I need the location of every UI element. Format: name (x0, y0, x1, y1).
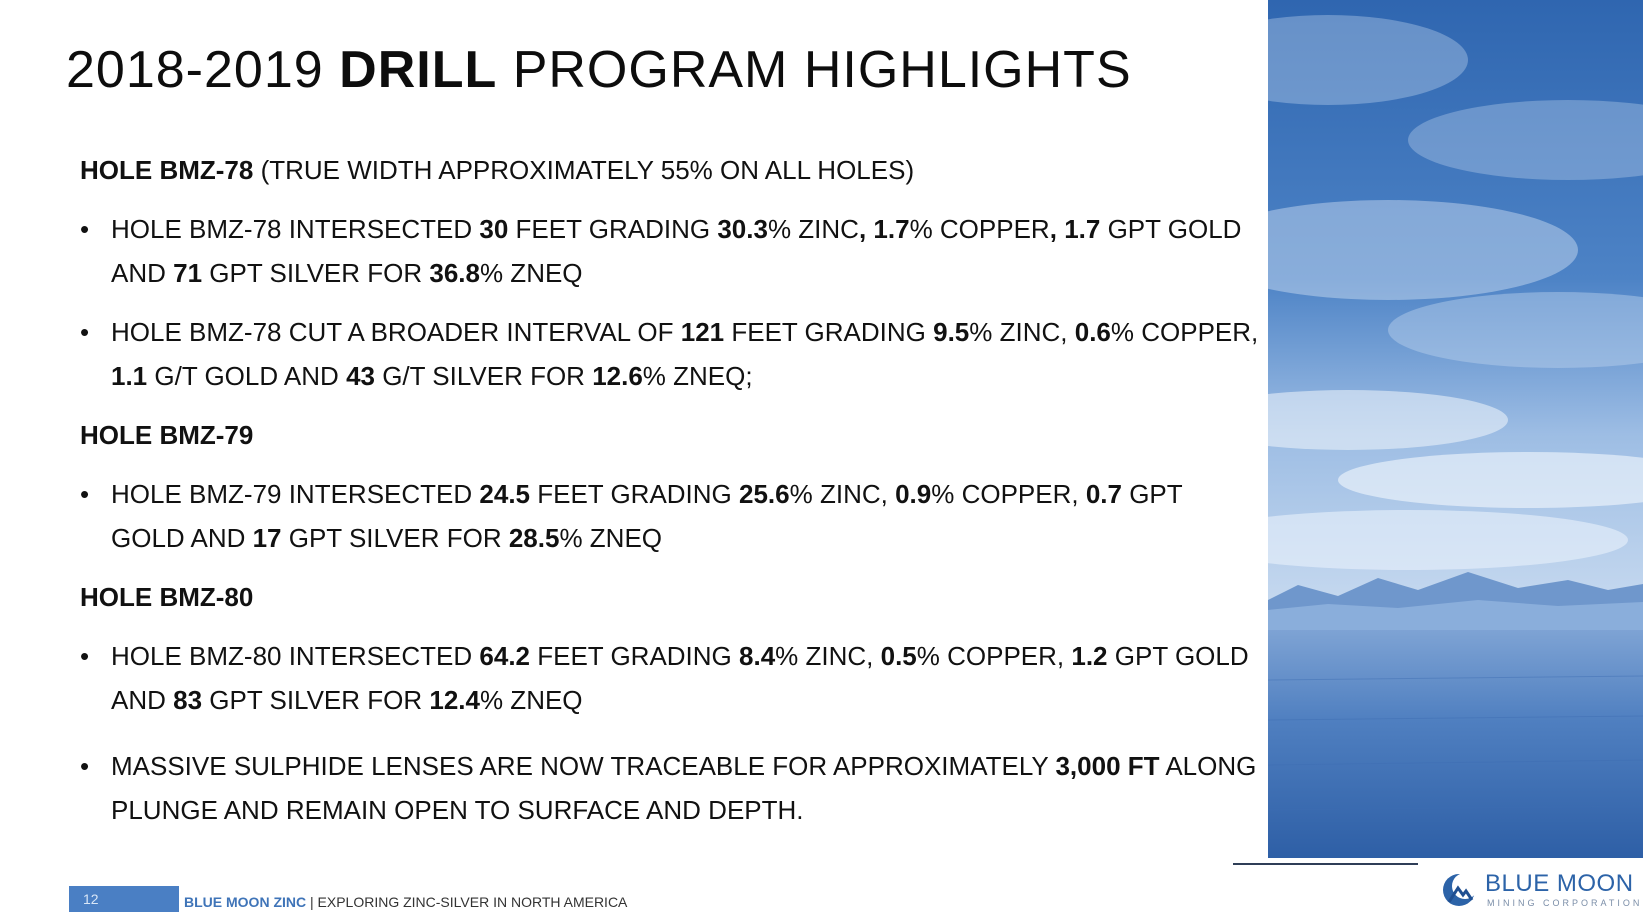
text-run: GPT SILVER FOR (281, 523, 509, 553)
bold-value: 1.1 (111, 361, 148, 391)
title-rest: PROGRAM HIGHLIGHTS (512, 41, 1132, 99)
bold-value: 0.5 (880, 641, 917, 671)
footer-tagline: EXPLORING ZINC-SILVER IN NORTH AMERICA (317, 894, 628, 910)
text-run: % COPPER, (916, 641, 1072, 671)
text-run: HOLE BMZ-78 CUT A BROADER INTERVAL OF (111, 317, 681, 347)
footer-brand: BLUE MOON ZINC (184, 894, 307, 910)
footer-caption (184, 894, 627, 910)
highlights-content (80, 148, 1260, 832)
text-run: FEET GRADING (724, 317, 934, 347)
text-run: HOLE BMZ-78 INTERSECTED (111, 214, 480, 244)
bold-value: 9.5 (933, 317, 970, 347)
bold-value: 43 (346, 361, 375, 391)
bullet-text (111, 214, 1241, 288)
bold-value: 8.4 (739, 641, 776, 671)
bullet-dot: • (80, 751, 90, 781)
sky-prairie-illustration (1268, 0, 1643, 858)
text-run: G/T GOLD AND (147, 361, 347, 391)
title-bold-word: DRILL (339, 41, 498, 99)
text-run: HOLE BMZ-79 INTERSECTED (111, 479, 480, 509)
bold-value: 0.7 (1085, 479, 1122, 509)
slide-title (66, 40, 1132, 100)
text-run: ALONG PLUNGE AND REMAIN OPEN TO SURFACE AND DEPTH. (111, 751, 1257, 825)
bold-value: 0.6 (1074, 317, 1111, 347)
text-run: % ZNEQ (559, 523, 663, 553)
text-run: % ZNEQ; (642, 361, 753, 391)
bullet-item (80, 310, 1260, 398)
text-run: MASSIVE SULPHIDE LENSES ARE NOW TRACEABLE FOR APPROXIMATELY (111, 751, 1056, 781)
section-heading-bmz-79 (80, 413, 1260, 457)
section-heading-note: (TRUE WIDTH APPROXIMATELY 55% ON ALL HOLES) (260, 155, 915, 185)
footer-divider (1233, 863, 1418, 865)
bold-value: 64.2 (479, 641, 531, 671)
bullet-text (111, 751, 1256, 825)
bullet-text (111, 317, 1258, 391)
text-run: % COPPER, (1110, 317, 1259, 347)
page-number: 12 (83, 891, 99, 907)
bold-value: 24.5 (479, 479, 531, 509)
section-heading-label: HOLE BMZ-80 (80, 582, 254, 612)
text-run: HOLE BMZ-80 INTERSECTED (111, 641, 480, 671)
text-run: GPT SILVER FOR (202, 685, 430, 715)
bold-value: 36.8 (429, 258, 480, 288)
bullet-item (80, 634, 1260, 722)
bold-value: 30 (479, 214, 509, 244)
bold-value: 30.3 (717, 214, 768, 244)
bold-value: , (858, 214, 867, 244)
logo-subtitle: MINING CORPORATION (1487, 898, 1643, 908)
bold-value: 1.7 (1064, 214, 1101, 244)
landscape-photo (1268, 0, 1643, 858)
title-year: 2018-2019 (66, 41, 324, 99)
text-run: FEET GRADING (508, 214, 718, 244)
bullet-dot: • (80, 317, 90, 347)
text-run: FEET GRADING (530, 479, 740, 509)
bullet-item (80, 207, 1260, 295)
moon-mountain-icon (1441, 872, 1477, 908)
text-run: FEET GRADING (530, 641, 740, 671)
bold-value: 1.7 (873, 214, 910, 244)
text-run: GPT GOLD AND (111, 479, 1183, 553)
bold-value: 0.9 (895, 479, 932, 509)
text-run: G/T SILVER FOR (374, 361, 593, 391)
text-run: % ZNEQ (479, 258, 583, 288)
footer-separator: | (310, 894, 314, 910)
page-number-tab (69, 886, 179, 912)
bullet-dot: • (80, 214, 90, 244)
text-run: % ZINC, (969, 317, 1075, 347)
text-run: % ZINC (767, 214, 859, 244)
bullet-dot: • (80, 641, 90, 671)
bullet-item (80, 744, 1260, 832)
bullet-text (111, 479, 1182, 553)
bold-value: 17 (252, 523, 282, 553)
bullet-dot: • (80, 479, 90, 509)
text-run: % COPPER, (931, 479, 1086, 509)
bold-value: 121 (680, 317, 725, 347)
section-heading-bmz-80 (80, 575, 1260, 619)
section-heading-label: HOLE BMZ-78 (80, 155, 254, 185)
section-heading-bmz-78 (80, 148, 1260, 192)
text-run: % ZINC, (775, 641, 881, 671)
bold-value: 1.2 (1071, 641, 1108, 671)
bold-value: 28.5 (508, 523, 560, 553)
text-run: % ZINC, (789, 479, 896, 509)
text-run: GPT GOLD AND (111, 214, 1242, 288)
bold-value: , (1049, 214, 1057, 244)
text-run: GPT GOLD AND (111, 641, 1249, 715)
bold-value: 71 (173, 258, 203, 288)
bold-value: 3,000 FT (1055, 751, 1160, 781)
bold-value: 83 (173, 685, 203, 715)
text-run: % ZNEQ (479, 685, 583, 715)
logo-name: BLUE MOON (1485, 870, 1634, 897)
section-heading-label: HOLE BMZ-79 (80, 420, 254, 450)
bullet-text (111, 641, 1249, 715)
text-run: GPT SILVER FOR (202, 258, 430, 288)
bold-value: 25.6 (739, 479, 790, 509)
text-run: % COPPER (909, 214, 1050, 244)
bullet-item (80, 472, 1260, 560)
bold-value: 12.6 (592, 361, 643, 391)
bold-value: 12.4 (429, 685, 480, 715)
